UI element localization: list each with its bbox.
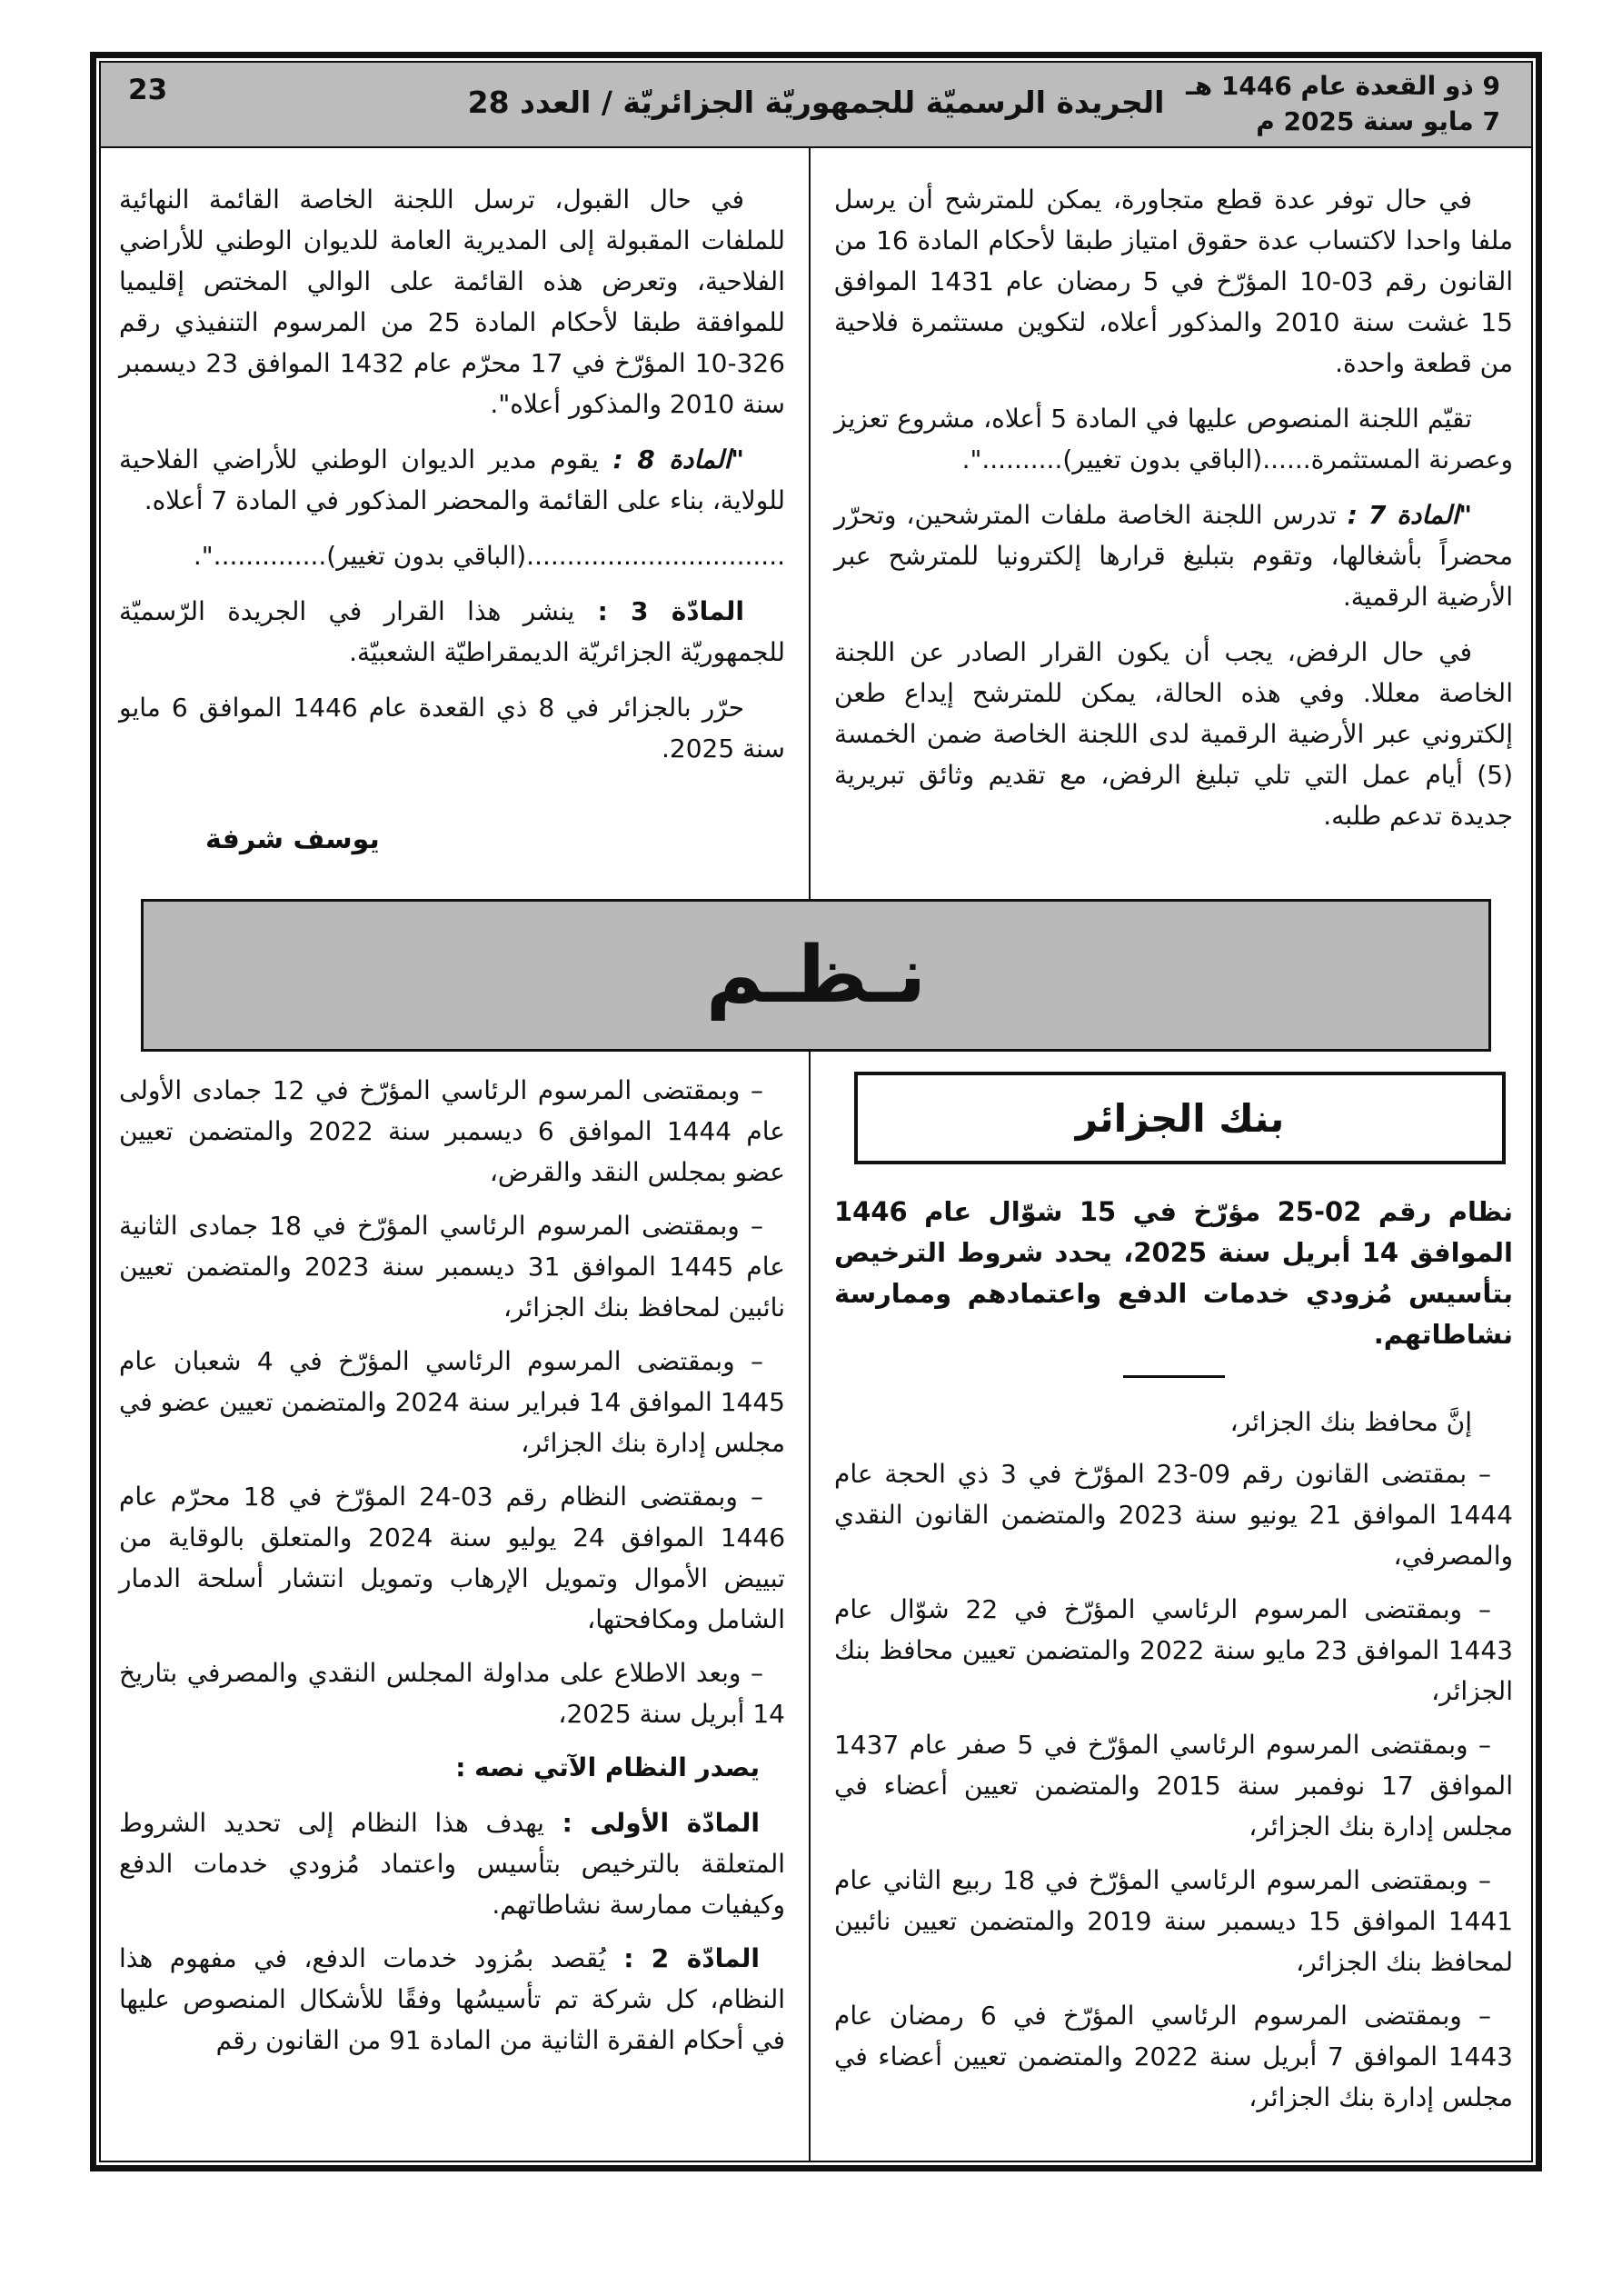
place-date-line: حرّر بالجزائر في 8 ذي القعدة عام 1446 الموافق 6 مايو سنة 2025.	[119, 693, 785, 764]
date-gregorian: 7 مايو سنة 2025 م	[1256, 106, 1500, 136]
regulation-intro: نظام رقم 02-25 مؤرّخ في 15 شوّال عام 1446 الموافق 14 أبريل سنة 2025، يحدد شروط الترخيص بتأسيس مُزودي خدمات الدفع واعتمادهم وممارسة نشاطاتهم.	[834, 1196, 1514, 1350]
consideration-item: – وبعد الاطلاع على مداولة المجلس النقدي والمصرفي بتاريخ 14 أبريل سنة 2025،	[119, 1658, 785, 1729]
section-banner-title: نـظـم	[705, 930, 927, 1021]
paragraph-article-8	[119, 439, 785, 521]
bottom-right-column	[809, 1052, 1531, 2161]
bank-title: بنك الجزائر	[1075, 1095, 1285, 1141]
paragraph: في حال توفر عدة قطع متجاورة، يمكن للمترشح أن يرسل ملفا واحدا لاكتساب عدة حقوق امتياز طبقا لأحكام المادة 16 من القانون رقم 03-10 المؤرّخ في 5 رمضان عام 1431 الموافق 15 غشت سنة 2010 والمذكور أعلاه، لتكوين مستثمرة فلاحية من قطعة واحدة.	[834, 185, 1514, 378]
article-text: يُقصد بمُزود خدمات الدفع، في مفهوم هذا النظام، كل شركة تم تأسيسُها وفقًا للأشكال المنصوص عليها في أحكام الفقرة الثانية من المادة 91 من القانون رقم	[119, 1943, 785, 2055]
section-banner	[141, 899, 1491, 1052]
article-text: تدرس اللجنة الخاصة ملفات المترشحين، وتحرّر محضراً بأشغالها، وتقوم بتبليغ قرارها إلكترونيا للمترشح عبر الأرضية الرقمية.	[834, 500, 1513, 612]
article-lead: المادّة 3 :	[574, 596, 744, 626]
article-text: يقوم مدير الديوان الوطني للأراضي الفلاحية للولاية، بناء على القائمة والمحضر المذكور في المادة 7 أعلاه.	[119, 444, 785, 515]
consideration-item: – وبمقتضى المرسوم الرئاسي المؤرّخ في 4 شعبان عام 1445 الموافق 14 فبراير سنة 2024 والمتضمن تعيين عضو في مجلس إدارة بنك الجزائر،	[119, 1346, 785, 1458]
consideration-item: – وبمقتضى المرسوم الرئاسي المؤرّخ في 12 جمادى الأولى عام 1444 الموافق 6 ديسمبر سنة 2022 والمتضمن تعيين عضو بمجلس النقد والقرض،	[119, 1075, 785, 1187]
signature: يوسف شرفة	[205, 824, 380, 855]
consideration-item: – بمقتضى القانون رقم 09-23 المؤرّخ في 3 ذي الحجة عام 1444 الموافق 21 يونيو سنة 2023 والمتضمن القانون النقدي والمصرفي،	[834, 1459, 1513, 1571]
page-number: 23	[128, 74, 168, 106]
page-border-inner	[99, 61, 1533, 2162]
paragraph: في حال القبول، ترسل اللجنة الخاصة القائمة النهائية للملفات المقبولة إلى المديرية العامة للديوان الوطني للأراضي الفلاحية، وتعرض هذه القائمة على الوالي المختص إقليميا للموافقة طبقا لأحكام المادة 25 من المرسوم التنفيذي رقم 326-10 المؤرّخ في 17 محرّم عام 1432 الموافق 23 ديسمبر سنة 2010 والمذكور أعلاه".	[119, 185, 785, 419]
consideration-item: – وبمقتضى المرسوم الرئاسي المؤرّخ في 18 جمادى الثانية عام 1445 الموافق 31 ديسمبر سنة 2023 والمتضمن تعيين نائبين لمحافظ بنك الجزائر،	[119, 1211, 785, 1323]
page-border-frame	[90, 52, 1542, 2171]
article-text: يهدف هذا النظام إلى تحديد الشروط المتعلقة بالترخيص بتأسيس واعتماد مُزودي خدمات الدفع وكيفيات ممارسة نشاطاتهم.	[119, 1808, 785, 1920]
article-lead: المادّة 2 :	[605, 1943, 760, 1973]
paragraph: في حال الرفض، يجب أن يكون القرار الصادر عن اللجنة الخاصة معللا. وفي هذه الحالة، يمكن للمترشح إيداع طعن إلكتروني عبر الأرضية الرقمية لدى اللجنة الخاصة ضمن الخمسة (5) أيام عمل التي تلي تبليغ الرفض، مع تقديم وثائق تبريرية جديدة تدعم طلبه.	[834, 637, 1513, 831]
consideration-item: – وبمقتضى المرسوم الرئاسي المؤرّخ في 22 شوّال عام 1443 الموافق 23 مايو سنة 2022 والمتضمن تعيين محافظ بنك الجزائر،	[834, 1594, 1513, 1706]
consideration-item: – وبمقتضى المرسوم الرئاسي المؤرّخ في 18 ربيع الثاني عام 1441 الموافق 15 ديسمبر سنة 2019 والمتضمن تعيين نائبين لمحافظ بنك الجزائر،	[834, 1865, 1514, 1977]
top-section	[101, 148, 1531, 899]
preamble: إنَّ محافظ بنك الجزائر،	[1229, 1407, 1472, 1437]
consideration-item: – وبمقتضى المرسوم الرئاسي المؤرّخ في 5 صفر عام 1437 الموافق 17 نوفمبر سنة 2015 والمتضمن تعيين أعضاء في مجلس إدارة بنك الجزائر،	[834, 1730, 1513, 1842]
top-right-column	[809, 148, 1531, 899]
masthead-dates	[1186, 68, 1500, 139]
article-lead: "المادة 7 :	[1336, 500, 1472, 530]
issue-line: يصدر النظام الآتي نصه :	[455, 1752, 760, 1782]
bottom-section	[101, 1052, 1531, 2161]
paragraph-article-first	[119, 1802, 785, 1925]
gazette-title: الجريدة الرسميّة للجمهوريّة الجزائريّة / العدد 28	[467, 85, 1165, 120]
top-left-column	[101, 148, 809, 899]
masthead	[101, 63, 1531, 148]
article-lead: "المادة 8 :	[599, 444, 744, 474]
paragraph-article-3	[119, 591, 785, 673]
date-hijri: 9 ذو القعدة عام 1446 هـ	[1186, 71, 1500, 101]
bank-title-box	[854, 1072, 1506, 1164]
article-lead: المادّة الأولى :	[543, 1808, 760, 1838]
paragraph: تقيّم اللجنة المنصوص عليها في المادة 5 أعلاه، مشروع تعزيز وعصرنة المستثمرة......(الباقي بدون تغيير)..........".	[834, 404, 1513, 474]
separator-rule	[1123, 1375, 1225, 1378]
paragraph-article-2	[119, 1938, 785, 2061]
bottom-left-column	[101, 1052, 809, 2161]
article-text: ينشر هذا القرار في الجريدة الرّسميّة للجمهوريّة الجزائريّة الديمقراطيّة الشعبيّة.	[119, 596, 785, 667]
consideration-item: – وبمقتضى النظام رقم 03-24 المؤرّخ في 18 محرّم عام 1446 الموافق 24 يوليو سنة 2024 والمتعلق بالوقاية من تبييض الأموال وتمويل الإرهاب وتمويل انتشار أسلحة الدمار الشامل ومكافحتها،	[119, 1482, 786, 1634]
consideration-item: – وبمقتضى المرسوم الرئاسي المؤرّخ في 6 رمضان عام 1443 الموافق 7 أبريل سنة 2022 والمتضمن تعيين أعضاء في مجلس إدارة بنك الجزائر،	[834, 2001, 1513, 2112]
ellipsis-line: ................................(الباقي بدون تغيير)..............".	[193, 541, 785, 571]
paragraph-article-7	[834, 494, 1513, 617]
